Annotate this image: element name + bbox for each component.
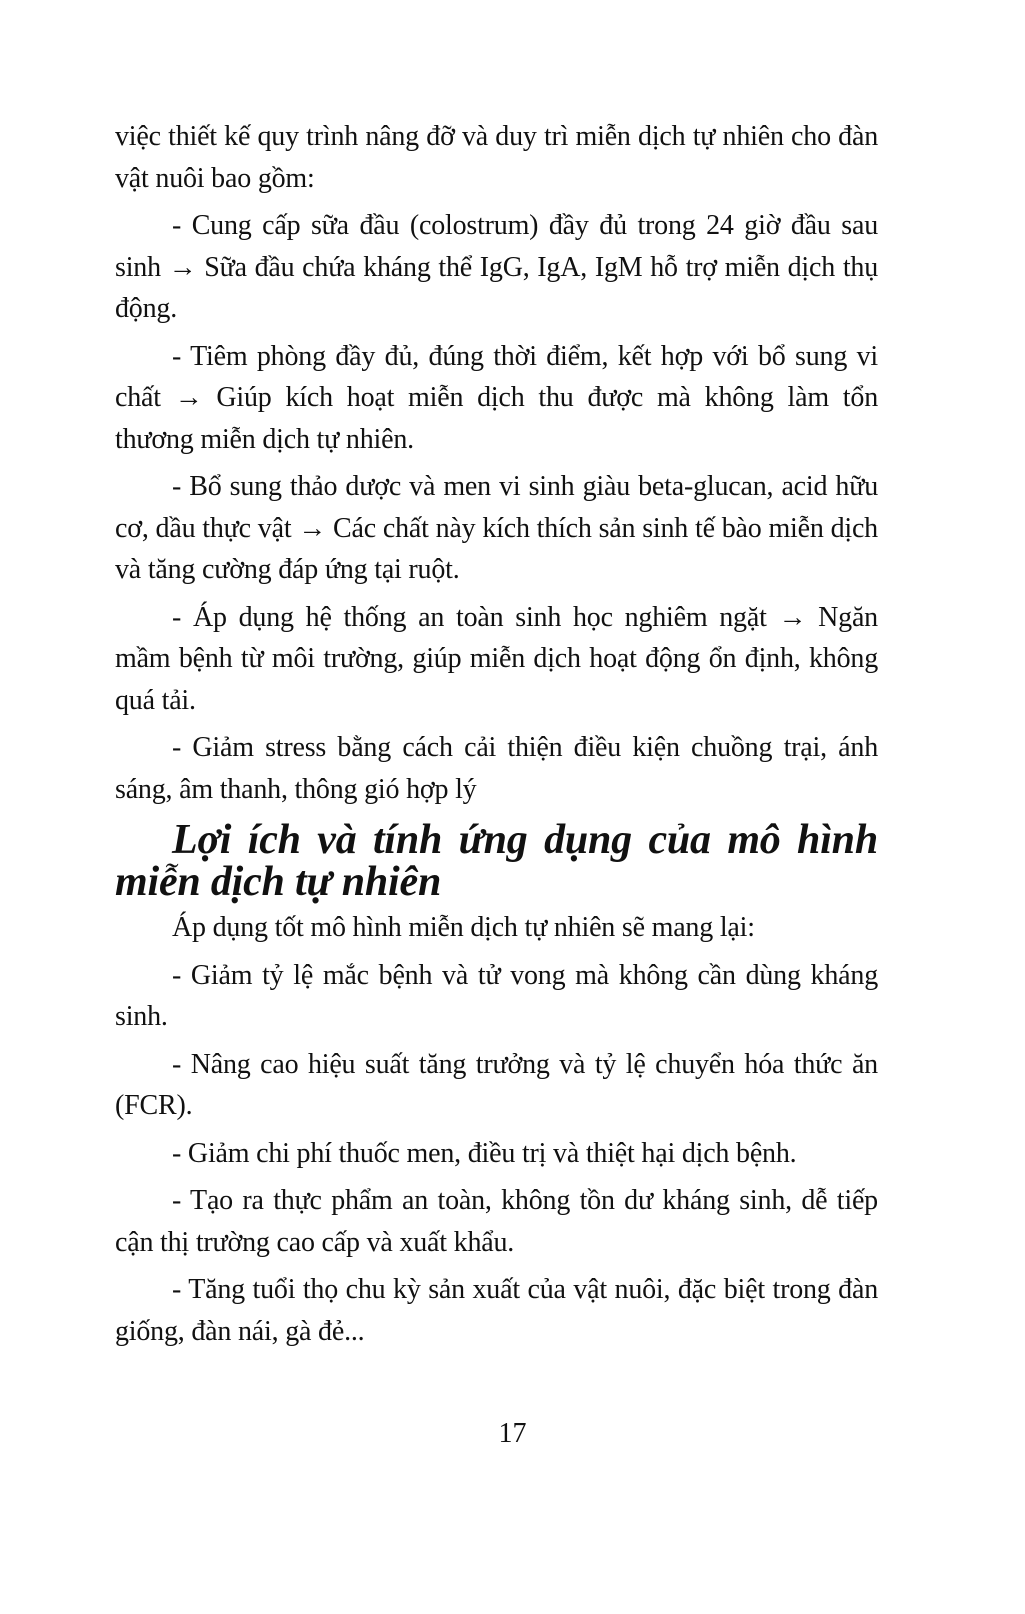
benefit-item-disease: - Giảm tỷ lệ mắc bệnh và tử vong mà không cần dùng kháng sinh.: [115, 959, 878, 1032]
page-number: 17: [498, 1418, 527, 1449]
list-item-supplements: - Bổ sung thảo dược và men vi sinh giàu beta-glucan, acid hữu cơ, dầu thực vật → Các chất này kích thích sản sinh tế bào miễn dịch và tăng cường đáp ứng tại ruột.: [115, 471, 878, 585]
benefit-item-longevity: - Tăng tuổi thọ chu kỳ sản xuất của vật nuôi, đặc biệt trong đàn giống, đàn nái, gà đẻ...: [115, 1274, 878, 1347]
list-item-stress-reduction: - Giảm stress bằng cách cải thiện điều kiện chuồng trại, ánh sáng, âm thanh, thông gió hợp lý: [115, 732, 878, 805]
benefit-item-cost: - Giảm chi phí thuốc men, điều trị và thiệt hại dịch bệnh.: [172, 1137, 797, 1169]
benefit-item-growth: - Nâng cao hiệu suất tăng trưởng và tỷ lệ chuyển hóa thức ăn (FCR).: [115, 1048, 878, 1121]
list-item-biosecurity: - Áp dụng hệ thống an toàn sinh học nghiêm ngặt → Ngăn mầm bệnh từ môi trường, giúp miễn dịch hoạt động ổn định, không quá tải.: [115, 601, 878, 716]
section-heading: Lợi ích và tính ứng dụng của mô hình miễn dịch tự nhiên: [115, 817, 878, 905]
paragraph-continuation: việc thiết kế quy trình nâng đỡ và duy trì miễn dịch tự nhiên cho đàn vật nuôi bao gồm:: [115, 121, 878, 194]
page-body: [115, 116, 878, 1358]
benefit-item-food-safety: - Tạo ra thực phẩm an toàn, không tồn dư kháng sinh, dễ tiếp cận thị trường cao cấp và xuất khẩu.: [115, 1185, 878, 1258]
list-item-colostrum: - Cung cấp sữa đầu (colostrum) đầy đủ trong 24 giờ đầu sau sinh → Sữa đầu chứa kháng thể IgG, IgA, IgM hỗ trợ miễn dịch thụ động.: [115, 210, 878, 324]
section-intro: Áp dụng tốt mô hình miễn dịch tự nhiên sẽ mang lại:: [172, 912, 755, 943]
list-item-vaccination: - Tiêm phòng đầy đủ, đúng thời điểm, kết hợp với bổ sung vi chất → Giúp kích hoạt miễn dịch thu được mà không làm tổn thương miễn dịch tự nhiên.: [115, 340, 878, 455]
